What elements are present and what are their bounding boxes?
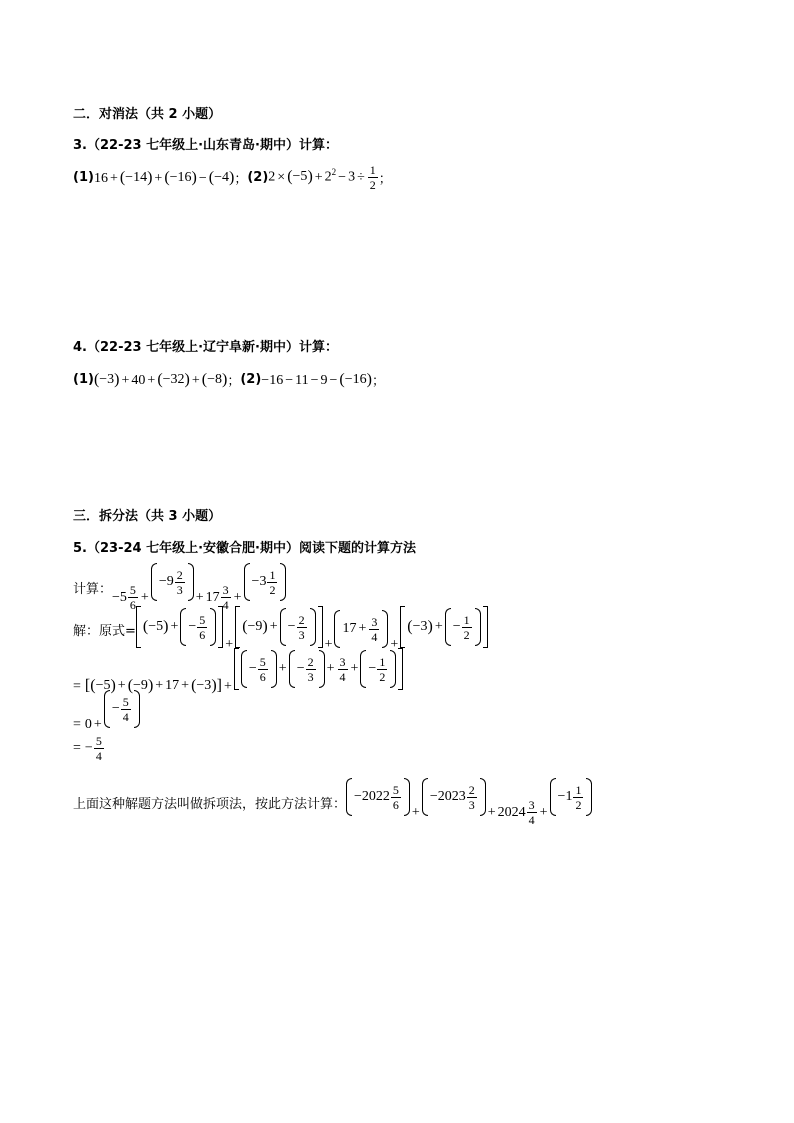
q5-expression: −5 $\frac{5}{6}$ +−9 $\frac{2}{3}$ + 17 $\frac{3}{4}$ +−3 $\frac{1}{2}$ <box>112 563 286 611</box>
question-4-formulas: (1) ( −3 ) + 40 +( −32 ) +( −8 ) ； (2) −16 − 11 − 9 −( −16 ) ； <box>73 370 385 389</box>
q5-task-line: 上面这种解题方法叫做拆项法，按此方法计算： −2022 $\frac{5}{6}$ +−2023 $\frac{2}{3}$ + 2024 $\frac{3}{4}$ +−1 $\frac{1}{2}$ <box>73 778 592 826</box>
q4-part1-formula: ( −3 ) + 40 +( −32 ) +( −8 ) <box>94 371 227 389</box>
question-3-formulas: (1) 16 +( −14 ) +( −16 ) −( −4 ) ； (2) 2 ×( −5 ) + $2^2 - 3$ ÷ $\frac{1}{2}$ ； <box>73 164 392 191</box>
q3-part2-formula: 2 ×( −5 ) + $2^2 - 3$ ÷ $\frac{1}{2}$ <box>268 164 378 191</box>
q5-step4-formula: = − $\frac{5}{4}$ <box>73 734 102 763</box>
q5-solution-step1: 解：原式= ( −5 ) + − $\frac{5}{6}$ + ( −9 ) + − $\frac{2}{3}$ +17 + $\frac{3}{4}$ + ( −3 ) + − $\frac{1}{2}$ <box>73 606 488 653</box>
q5-calc-line: 计算： −5 $\frac{5}{6}$ +−9 $\frac{2}{3}$ + 17 $\frac{3}{4}$ +−3 $\frac{1}{2}$ <box>73 563 286 611</box>
q3-part1-formula: 16 +( −14 ) +( −16 ) −( −4 ) <box>94 169 234 187</box>
section-2-heading: 二．对消法（共 2 小题） <box>73 107 222 122</box>
q4-part2-formula: −16 − 11 − 9 −( −16 ) <box>261 371 372 389</box>
question-4-label: 4.（22-23 七年级上·辽宁阜新·期中）计算： <box>73 340 338 355</box>
section-3-heading: 三．拆分法（共 3 小题） <box>73 509 222 524</box>
q5-step1-formula: ( −5 ) + − $\frac{5}{6}$ + ( −9 ) + − $\frac{2}{3}$ +17 + $\frac{3}{4}$ + ( −3 ) + − $\frac{1}{2}$ <box>136 606 488 653</box>
q5-step2-formula: = ( [ −5 ) + ( −9 ) + 17 + ( −3 ) ] + − $\frac{5}{6}$ + − $\frac{2}{3}$ + $\frac{3}{4}$ + − $\frac{1}{2}$ <box>73 648 403 695</box>
q5-solution-step4 <box>73 735 105 762</box>
q5-solution-step2 <box>73 648 403 695</box>
q5-solution-step3 <box>73 690 140 733</box>
q5-step3-formula: = 0 +− $\frac{5}{4}$ <box>73 690 140 733</box>
question-3-label: 3.（22-23 七年级上·山东青岛·期中）计算： <box>73 138 338 153</box>
q5-task-formula: −2022 $\frac{5}{6}$ +−2023 $\frac{2}{3}$ + 2024 $\frac{3}{4}$ +−1 $\frac{1}{2}$ <box>346 778 592 826</box>
question-5-label: 5.（23-24 七年级上·安徽合肥·期中）阅读下题的计算方法 <box>73 541 416 556</box>
